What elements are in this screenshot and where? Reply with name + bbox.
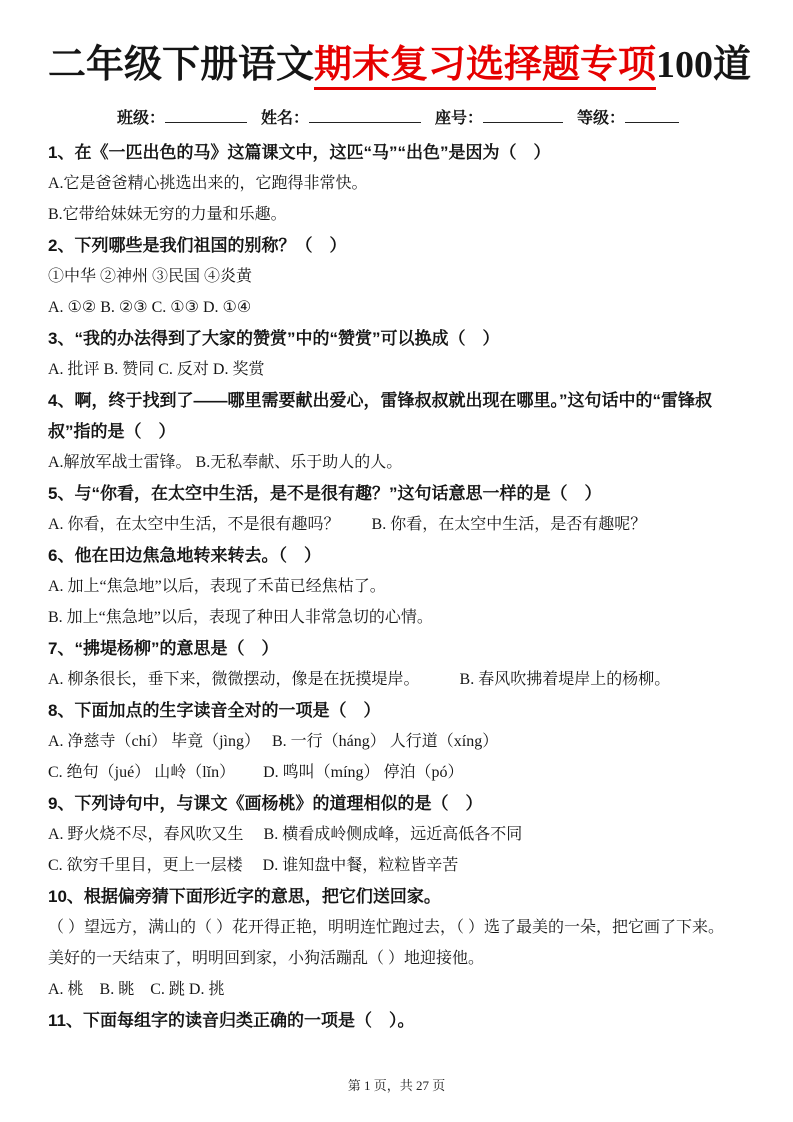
question-6-option-b: B. 加上“焦急地”以后，表现了种田人非常急切的心情。 bbox=[48, 609, 433, 627]
question-3-stem: 3、“我的办法得到了大家的赞赏”中的“赞赏”可以换成（ ） bbox=[48, 329, 500, 349]
page-number-footer: 第 1 页，共 27 页 bbox=[347, 1078, 446, 1093]
question-8-stem: 8、下面加点的生字读音全对的一项是（ ） bbox=[48, 701, 381, 721]
question-1-option-b: B.它带给妹妹无穷的力量和乐趣。 bbox=[48, 206, 287, 224]
question-9-options-ab: A. 野火烧不尽，春风吹又生 B. 横看成岭侧成峰，远近高低各不同 bbox=[48, 826, 523, 844]
question-10-options: A. 桃 B. 眺 C. 跳 D. 挑 bbox=[48, 981, 225, 999]
form-field-name-blank bbox=[309, 107, 421, 123]
question-10-passage-1: （ ）望远方，满山的（ ）花开得正艳，明明连忙跑过去，（ ）选了最美的一朵，把它画了下来。 bbox=[48, 919, 725, 937]
question-7-options: A. 柳条很长，垂下来，微微摆动，像是在抚摸堤岸。 B. 春风吹拂着堤岸上的杨柳。 bbox=[48, 671, 671, 689]
form-field-seat bbox=[435, 105, 563, 128]
form-field-grade-blank bbox=[625, 107, 679, 123]
form-field-seat-label: 座号： bbox=[435, 110, 484, 128]
form-field-grade-label: 等级： bbox=[577, 110, 626, 128]
question-2-stem: 2、下列哪些是我们祖国的别称？（ ） bbox=[48, 236, 347, 256]
question-6-stem: 6、他在田边焦急地转来转去。（ ） bbox=[48, 546, 321, 566]
question-1-stem: 1、在《一匹出色的马》这篇课文中，这匹“马”“出色”是因为（ ） bbox=[48, 143, 551, 163]
question-8-options-cd: C. 绝句（jué） 山岭（lǐn） D. 鸣叫（míng） 停泊（pó） bbox=[48, 764, 464, 782]
question-8 bbox=[48, 695, 748, 788]
question-1-option-a: A.它是爸爸精心挑选出来的，它跑得非常快。 bbox=[48, 175, 368, 193]
question-4-options: A.解放军战士雷锋。 B.无私奉献、乐于助人的人。 bbox=[48, 454, 403, 472]
question-2-options: A. ①② B. ②③ C. ①③ D. ①④ bbox=[48, 299, 252, 317]
question-7-stem: 7、“拂堤杨柳”的意思是（ ） bbox=[48, 639, 279, 659]
question-8-options-ab: A. 净慈寺（chí） 毕竟（jìng） B. 一行（háng） 人行道（xíng） bbox=[48, 733, 499, 751]
form-field-name bbox=[261, 105, 421, 128]
question-4-stem: 4、啊，终于找到了——哪里需要献出爱心，雷锋叔叔就出现在哪里。”这句话中的“雷锋叔叔”指的是（ ） bbox=[48, 391, 712, 442]
form-field-class-label: 班级： bbox=[116, 110, 165, 128]
student-info-form bbox=[48, 105, 748, 128]
question-4 bbox=[48, 385, 748, 478]
page-title-suffix: 100道 bbox=[656, 44, 752, 86]
question-10 bbox=[48, 881, 748, 1005]
question-6-option-a: A. 加上“焦急地”以后，表现了禾苗已经焦枯了。 bbox=[48, 578, 386, 596]
question-7 bbox=[48, 633, 748, 695]
question-11 bbox=[48, 1005, 748, 1036]
question-9 bbox=[48, 788, 748, 881]
question-11-stem: 11、下面每组字的读音归类正确的一项是（ ）。 bbox=[48, 1011, 415, 1031]
page-title bbox=[48, 40, 752, 91]
question-3 bbox=[48, 323, 748, 385]
form-field-class bbox=[117, 105, 247, 128]
question-5-options: A. 你看，在太空中生活，不是很有趣吗？ B. 你看，在太空中生活，是否有趣呢？ bbox=[48, 516, 647, 534]
question-6 bbox=[48, 540, 748, 633]
question-5 bbox=[48, 478, 748, 540]
form-field-grade bbox=[577, 105, 679, 128]
page-title-highlight: 期末复习选择题专项 bbox=[314, 44, 656, 90]
question-9-options-cd: C. 欲穷千里目，更上一层楼 D. 谁知盘中餐，粒粒皆辛苦 bbox=[48, 857, 459, 875]
form-field-seat-blank bbox=[483, 107, 563, 123]
question-9-stem: 9、下列诗句中，与课文《画杨桃》的道理相似的是（ ） bbox=[48, 794, 483, 814]
question-10-passage-2: 美好的一天结束了，明明回到家，小狗活蹦乱（ ）地迎接他。 bbox=[48, 950, 485, 968]
question-2-items: ①中华 ②神州 ③民国 ④炎黄 bbox=[48, 268, 253, 286]
question-2 bbox=[48, 230, 748, 323]
question-10-stem: 10、根据偏旁猜下面形近字的意思，把它们送回家。 bbox=[48, 887, 441, 907]
question-3-options: A. 批评 B. 赞同 C. 反对 D. 奖赏 bbox=[48, 361, 265, 379]
form-field-name-label: 姓名： bbox=[260, 110, 309, 128]
question-1 bbox=[48, 137, 748, 230]
question-5-stem: 5、与“你看，在太空中生活，是不是很有趣？”这句话意思一样的是（ ） bbox=[48, 484, 602, 504]
page-title-prefix: 二年级下册语文 bbox=[48, 44, 315, 86]
questions-list bbox=[48, 137, 748, 1036]
form-field-class-blank bbox=[165, 107, 247, 123]
